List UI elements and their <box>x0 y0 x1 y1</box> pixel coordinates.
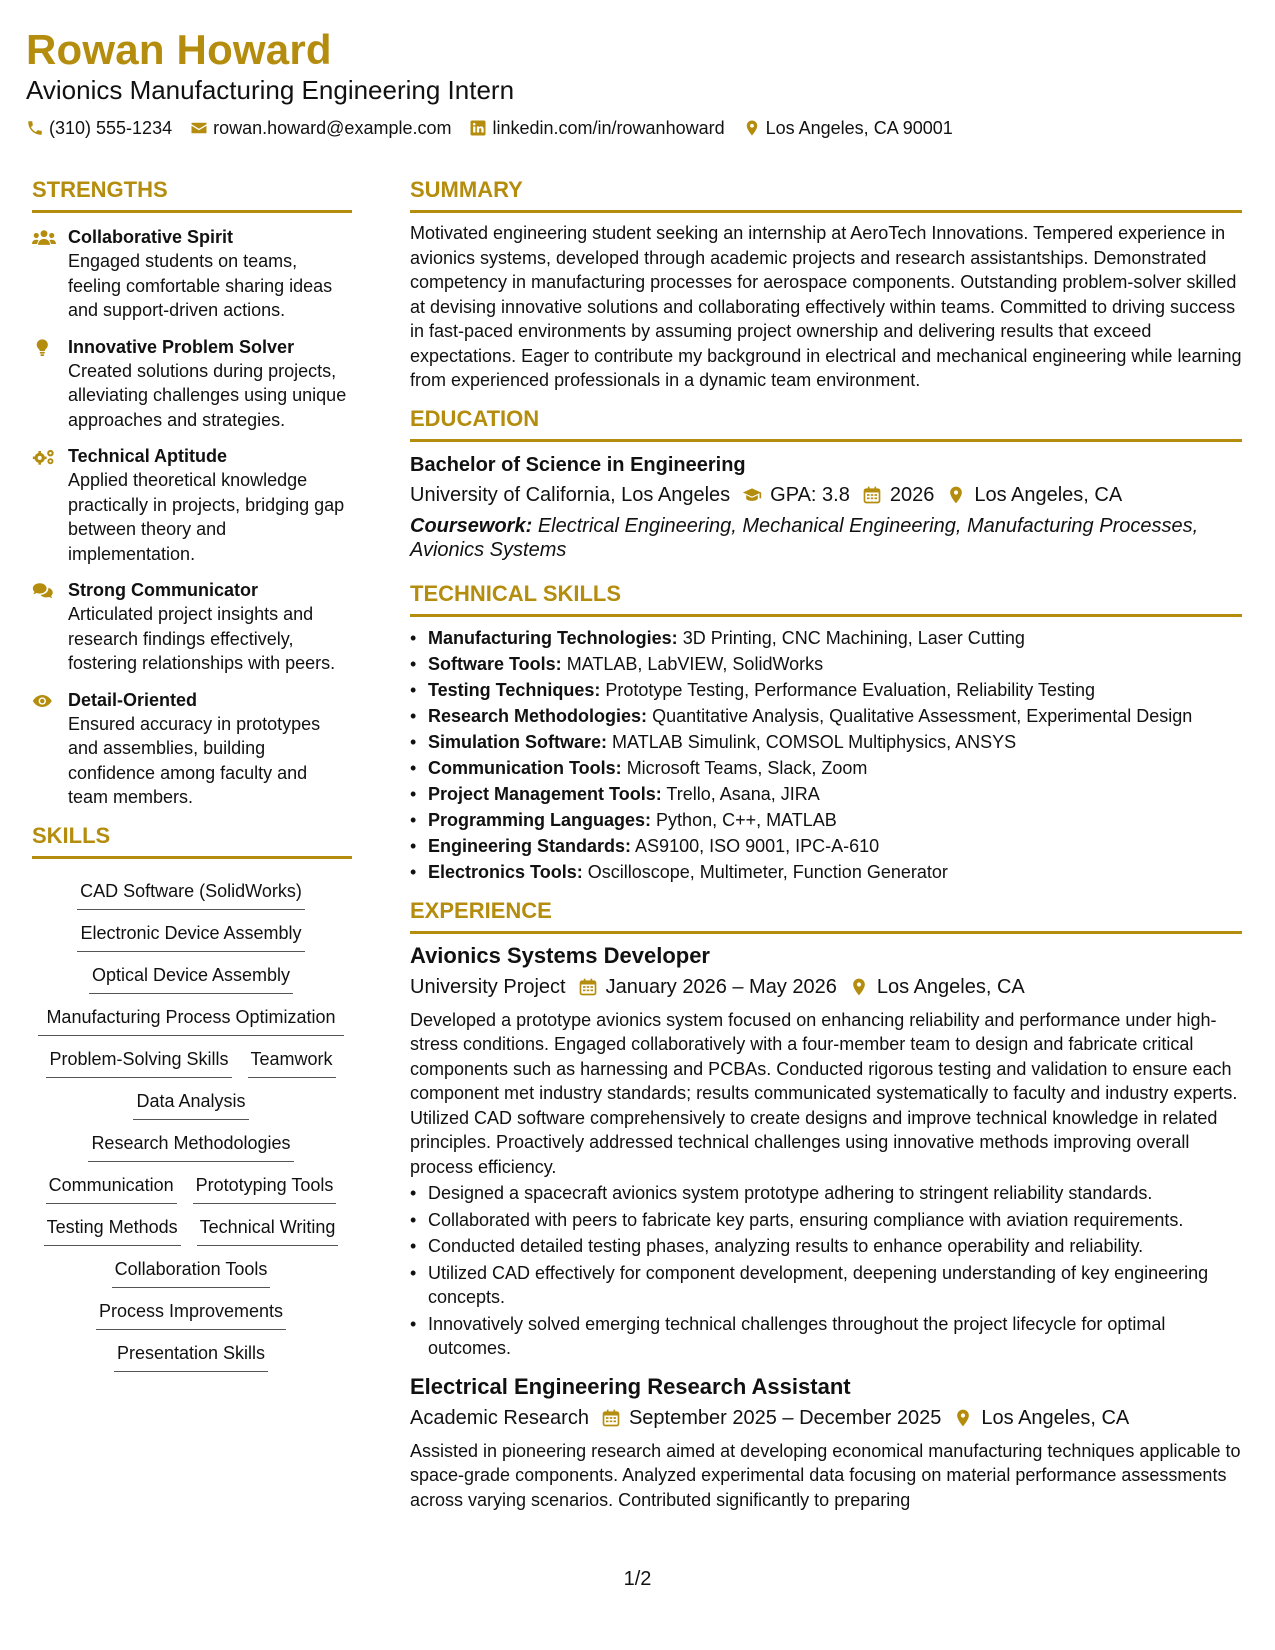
job-description: Assisted in pioneering research aimed at developing economical manufacturing techniques applicable to space-grade components. Analyzed experimental data focusing on material performance assessments across varying scenarios. Contributed significantly to preparing <box>410 1440 1241 1510</box>
job-entry <box>410 1373 1242 1513</box>
skill-tag: Prototyping Tools <box>193 1173 337 1204</box>
job-description: Developed a prototype avionics system focused on enhancing reliability and performance under high-stress conditions. Engaged collaboratively with a four-member team to design and fabricate critical components such as harnessing and PCBAs. Conducted rigorous testing and validation to ensure each component met industry standards; results communicated systematically to faculty and industry experts. Utilized CAD software comprehensively to create designs and improve technical knowledge in related principles. Proactively addressed technical challenges using innovative methods improving overall process efficiency. <box>410 1009 1238 1177</box>
skill-label: Simulation Software: <box>428 731 608 752</box>
skill-tag: Testing Methods <box>44 1215 181 1246</box>
resume-header <box>26 24 1246 140</box>
skill-label: Manufacturing Technologies: <box>428 627 678 648</box>
skill-value: Prototype Testing, Performance Evaluation, Reliability Testing <box>605 679 1095 700</box>
job-org: Academic Research <box>410 1406 589 1429</box>
strengths-list <box>32 225 352 810</box>
list-item <box>410 677 1242 703</box>
contact-phone[interactable] <box>26 116 172 140</box>
job-meta <box>410 972 1242 1002</box>
list-item: • Conducted detailed testing phases, analyzing results to enhance operability and reliability. <box>410 1234 1242 1259</box>
strength-desc: Created solutions during projects, alleviating challenges using unique approaches and strategies. <box>68 360 347 430</box>
list-item <box>410 807 1242 833</box>
strength-item <box>32 578 352 676</box>
coursework <box>410 514 1242 562</box>
experience-heading: EXPERIENCE <box>410 897 1242 934</box>
right-column <box>410 176 1242 1512</box>
contact-bar <box>26 116 1246 140</box>
list-item <box>410 625 1242 651</box>
strength-title: Collaborative Spirit <box>68 227 234 247</box>
skill-value: Trello, Asana, JIRA <box>666 783 820 804</box>
users-icon <box>32 228 56 248</box>
job-bullets <box>410 1181 1242 1361</box>
skill-tag: Manufacturing Process Optimization <box>38 1005 344 1036</box>
degree-title: Bachelor of Science in Engineering <box>410 453 746 476</box>
list-item <box>410 833 1242 859</box>
phone-text: (310) 555-1234 <box>49 118 173 138</box>
location-text: Los Angeles, CA 90001 <box>765 118 953 138</box>
skill-value: Microsoft Teams, Slack, Zoom <box>626 757 868 778</box>
strength-item <box>32 688 352 810</box>
skill-tag: Electronic Device Assembly <box>77 921 304 952</box>
job-entry <box>410 942 1242 1361</box>
skill-value: MATLAB Simulink, COMSOL Multiphysics, ANSYS <box>612 731 1017 752</box>
skill-tag: Communication <box>46 1173 177 1204</box>
lightbulb-icon <box>32 338 56 358</box>
left-column <box>32 176 352 1383</box>
skills-heading: SKILLS <box>32 822 352 859</box>
strength-item <box>32 225 352 323</box>
strength-desc: Engaged students on teams, feeling comfortable sharing ideas and support-driven actions. <box>68 251 333 320</box>
technical-skills-heading: TECHNICAL SKILLS <box>410 580 1242 617</box>
list-item <box>410 703 1242 729</box>
job-dates: September 2025 – December 2025 <box>628 1406 942 1429</box>
contact-location <box>743 116 953 140</box>
list-item <box>410 729 1242 755</box>
strength-item <box>32 444 352 566</box>
linkedin-icon <box>469 119 487 137</box>
skill-label: Project Management Tools: <box>428 783 662 804</box>
envelope-icon <box>190 119 208 137</box>
email-text: rowan.howard@example.com <box>213 118 452 138</box>
list-item: • Collaborated with peers to fabricate key parts, ensuring compliance with aviation requirements. <box>410 1208 1242 1233</box>
phone-icon <box>26 119 44 137</box>
graduation-year: 2026 <box>889 483 935 506</box>
skill-tag: Data Analysis <box>133 1089 248 1120</box>
job-title: Electrical Engineering Research Assistant <box>410 1373 851 1399</box>
page-number: 1/2 <box>623 1568 652 1590</box>
strength-desc: Ensured accuracy in prototypes and assemblies, building confidence among faculty and team members. <box>68 713 321 807</box>
education-meta <box>410 480 1242 510</box>
skill-label: Software Tools: <box>428 653 562 674</box>
skill-tag: Technical Writing <box>197 1215 339 1246</box>
location-pin-icon <box>743 119 761 137</box>
gears-icon <box>32 447 56 467</box>
coursework-text: Electrical Engineering, Mechanical Engineering, Manufacturing Processes, Avionics Systems <box>410 514 1199 561</box>
list-item <box>410 781 1242 807</box>
summary-text: Motivated engineering student seeking an internship at AeroTech Innovations. Tempered experience in avionics systems, developed through academic projects and research assistantships. Demonstrated competency in manufacturing processes for aerospace components. Outstanding problem-solver skilled at devising innovative solutions and collaborating effectively within teams. Committed to driving success in fast-paced environments by assuming project ownership and delivering results that exceed expectations. Eager to contribute my background in electrical and mechanical engineering while learning from experienced professionals in a dynamic team environment. <box>410 223 1242 390</box>
summary-heading: SUMMARY <box>410 176 1242 213</box>
location-pin-icon <box>953 1408 973 1428</box>
calendar-icon <box>862 485 882 505</box>
skill-tag: Process Improvements <box>96 1299 286 1330</box>
eye-icon <box>32 691 56 711</box>
skill-tag: Collaboration Tools <box>112 1257 271 1288</box>
job-title: Avionics Systems Developer <box>410 942 710 968</box>
calendar-icon <box>601 1408 621 1428</box>
skill-value: AS9100, ISO 9001, IPC-A-610 <box>635 835 880 856</box>
location-pin-icon <box>849 977 869 997</box>
graduation-cap-icon <box>742 485 762 505</box>
skill-label: Testing Techniques: <box>428 679 601 700</box>
skill-value: 3D Printing, CNC Machining, Laser Cutting <box>682 627 1025 648</box>
education-location: Los Angeles, CA <box>974 483 1123 506</box>
location-pin-icon <box>946 485 966 505</box>
strength-title: Innovative Problem Solver <box>68 336 295 357</box>
skill-value: MATLAB, LabVIEW, SolidWorks <box>566 653 824 674</box>
skill-value: Oscilloscope, Multimeter, Function Generator <box>587 861 948 882</box>
school-name: University of California, Los Angeles <box>410 483 731 506</box>
technical-skills-list <box>410 625 1242 885</box>
coursework-label: Coursework: <box>410 514 533 537</box>
skill-tag: Problem-Solving Skills <box>46 1047 231 1078</box>
skill-label: Electronics Tools: <box>428 861 583 882</box>
calendar-icon <box>578 977 598 997</box>
list-item: • Innovatively solved emerging technical challenges throughout the project lifecycle for optimal outcomes. <box>410 1312 1242 1361</box>
skill-tag: Presentation Skills <box>114 1341 268 1372</box>
strengths-heading: STRENGTHS <box>32 176 352 213</box>
job-org: University Project <box>410 975 566 998</box>
comments-icon <box>32 581 56 601</box>
skill-label: Research Methodologies: <box>428 705 648 726</box>
skill-label: Programming Languages: <box>428 809 652 830</box>
contact-email[interactable] <box>190 116 451 140</box>
skill-tag: Optical Device Assembly <box>89 963 293 994</box>
linkedin-text: linkedin.com/in/rowanhoward <box>492 118 725 138</box>
skill-tag: Research Methodologies <box>88 1131 293 1162</box>
list-item: • Designed a spacecraft avionics system prototype adhering to stringent reliability standards. <box>410 1181 1242 1206</box>
skill-tag: CAD Software (SolidWorks) <box>77 879 305 910</box>
job-meta <box>410 1403 1242 1433</box>
candidate-title: Avionics Manufacturing Engineering Intern <box>26 75 515 105</box>
strength-desc: Articulated project insights and research findings effectively, fostering relationships with peers. <box>68 604 336 673</box>
strength-title: Technical Aptitude <box>68 446 228 466</box>
skill-value: Python, C++, MATLAB <box>656 809 837 830</box>
list-item <box>410 755 1242 781</box>
list-item <box>410 859 1242 885</box>
gpa-text: GPA: 3.8 <box>770 483 850 506</box>
job-location: Los Angeles, CA <box>981 1406 1130 1429</box>
strength-item <box>32 335 352 433</box>
job-dates: January 2026 – May 2026 <box>605 975 837 998</box>
education-heading: EDUCATION <box>410 405 1242 442</box>
strength-title: Strong Communicator <box>68 580 259 600</box>
skill-label: Engineering Standards: <box>428 835 632 856</box>
contact-linkedin[interactable] <box>469 116 724 140</box>
strength-desc: Applied theoretical knowledge practically in projects, bridging gap between theory and implementation. <box>68 470 345 564</box>
list-item: • Utilized CAD effectively for component development, deepening understanding of key engineering concepts. <box>410 1261 1242 1310</box>
list-item <box>410 651 1242 677</box>
candidate-name: Rowan Howard <box>26 26 332 73</box>
job-location: Los Angeles, CA <box>876 975 1025 998</box>
skills-list <box>32 859 350 1372</box>
skill-label: Communication Tools: <box>428 757 622 778</box>
skill-tag: Teamwork <box>248 1047 336 1078</box>
strength-title: Detail-Oriented <box>68 689 198 710</box>
skill-value: Quantitative Analysis, Qualitative Assessment, Experimental Design <box>652 705 1193 726</box>
